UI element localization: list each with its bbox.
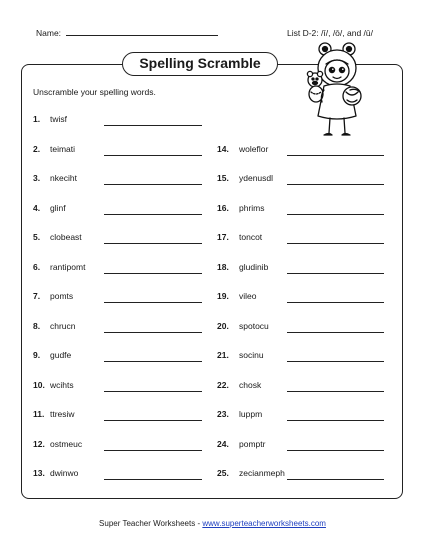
scrambled-word: gludinib	[239, 261, 269, 272]
answer-line[interactable]	[104, 125, 202, 126]
answer-line[interactable]	[287, 273, 384, 274]
item-number: 9.	[33, 350, 41, 360]
scrambled-word: chrucn	[50, 320, 76, 331]
scrambled-word: wcihts	[50, 379, 74, 390]
item-number: 3.	[33, 173, 41, 183]
answer-line[interactable]	[104, 391, 202, 392]
answer-line[interactable]	[287, 302, 384, 303]
scrambled-word: nkeciht	[50, 173, 77, 183]
spelling-item	[217, 173, 384, 185]
item-number: 10.	[33, 379, 45, 390]
answer-line[interactable]	[104, 214, 202, 215]
scrambled-word: gudfe	[50, 350, 72, 360]
item-number: 17.	[217, 232, 229, 242]
spelling-item	[33, 350, 202, 362]
item-number: 7.	[33, 291, 41, 301]
scrambled-word: vileo	[239, 291, 257, 301]
answer-line[interactable]	[104, 243, 202, 244]
answer-line[interactable]	[287, 155, 384, 156]
item-number: 20.	[217, 320, 229, 331]
answer-line[interactable]	[104, 450, 202, 451]
worksheet-title: Spelling Scramble	[122, 52, 278, 76]
spelling-item	[33, 262, 202, 274]
spelling-item	[33, 321, 202, 333]
scrambled-word: toncot	[239, 232, 263, 242]
answer-line[interactable]	[287, 450, 384, 451]
item-number: 15.	[217, 173, 229, 183]
scrambled-word: dwinwo	[50, 468, 79, 478]
spelling-item	[217, 409, 384, 421]
item-number: 21.	[217, 350, 229, 360]
spelling-item	[217, 380, 384, 392]
scrambled-word: ydenusdl	[239, 173, 274, 183]
item-number: 5.	[33, 232, 41, 242]
spelling-item	[33, 439, 202, 451]
item-number: 11.	[33, 409, 45, 419]
answer-line[interactable]	[104, 184, 202, 185]
spelling-item	[217, 439, 384, 451]
spelling-item	[33, 144, 202, 156]
item-number: 25.	[217, 468, 229, 478]
scrambled-word: pomptr	[239, 438, 266, 449]
scrambled-word: chosk	[239, 379, 262, 390]
scrambled-word: zecianmeph	[239, 468, 285, 478]
spelling-item	[217, 232, 384, 244]
spelling-item	[33, 173, 202, 185]
item-number: 16.	[217, 202, 229, 213]
answer-line[interactable]	[104, 155, 202, 156]
scrambled-word: woleflor	[239, 143, 269, 154]
answer-line[interactable]	[104, 302, 202, 303]
answer-line[interactable]	[104, 420, 202, 421]
item-number: 13.	[33, 468, 45, 478]
scrambled-word: ostmeuc	[50, 438, 83, 449]
scrambled-word: socinu	[239, 350, 264, 360]
answer-line[interactable]	[287, 243, 384, 244]
item-number: 2.	[33, 143, 41, 154]
spelling-item	[33, 291, 202, 303]
footer-link[interactable]: www.superteacherworksheets.com	[202, 519, 326, 528]
instructions: Unscramble your spelling words.	[33, 87, 156, 97]
scrambled-word: teimati	[50, 143, 76, 154]
name-line[interactable]	[66, 28, 218, 36]
spelling-item	[33, 409, 202, 421]
scrambled-word: ttresiw	[50, 409, 75, 419]
answer-line[interactable]	[287, 214, 384, 215]
scrambled-word: spotocu	[239, 320, 269, 331]
scrambled-word: clobeast	[50, 232, 82, 242]
spelling-item	[33, 380, 202, 392]
spelling-item	[33, 114, 202, 126]
spelling-item	[217, 321, 384, 333]
footer-prefix: Super Teacher Worksheets -	[99, 519, 203, 528]
item-number: 22.	[217, 379, 229, 390]
spelling-item	[217, 291, 384, 303]
list-label: List D-2: /ī/, /ō/, and /ū/	[287, 28, 373, 38]
item-number: 1.	[33, 114, 41, 124]
item-number: 23.	[217, 409, 229, 419]
item-number: 6.	[33, 261, 41, 272]
item-number: 14.	[217, 143, 229, 154]
answer-line[interactable]	[287, 361, 384, 362]
footer	[0, 519, 425, 528]
scrambled-word: phrims	[239, 202, 265, 213]
item-number: 8.	[33, 320, 41, 331]
answer-line[interactable]	[287, 479, 384, 480]
item-number: 24.	[217, 438, 229, 449]
answer-line[interactable]	[104, 332, 202, 333]
name-field	[36, 28, 218, 38]
answer-line[interactable]	[287, 184, 384, 185]
scrambled-word: rantipomt	[50, 261, 86, 272]
spelling-item	[33, 468, 202, 480]
scrambled-word: pomts	[50, 291, 74, 301]
girl-holding-teddy-bear-illustration	[302, 40, 372, 144]
answer-line[interactable]	[104, 273, 202, 274]
scrambled-word: twisf	[50, 114, 67, 124]
spelling-item	[217, 203, 384, 215]
item-number: 19.	[217, 291, 229, 301]
spelling-item	[33, 232, 202, 244]
item-number: 18.	[217, 261, 229, 272]
answer-line[interactable]	[287, 420, 384, 421]
answer-line[interactable]	[104, 361, 202, 362]
item-number: 12.	[33, 438, 45, 449]
spelling-item	[217, 144, 384, 156]
answer-line[interactable]	[104, 479, 202, 480]
spelling-item	[217, 350, 384, 362]
spelling-item	[217, 262, 384, 274]
name-label: Name:	[36, 28, 62, 38]
scrambled-word: luppm	[239, 409, 263, 419]
item-number: 4.	[33, 202, 41, 213]
answer-line[interactable]	[287, 391, 384, 392]
spelling-item	[217, 468, 384, 480]
answer-line[interactable]	[287, 332, 384, 333]
scrambled-word: glinf	[50, 202, 66, 213]
spelling-item	[33, 203, 202, 215]
